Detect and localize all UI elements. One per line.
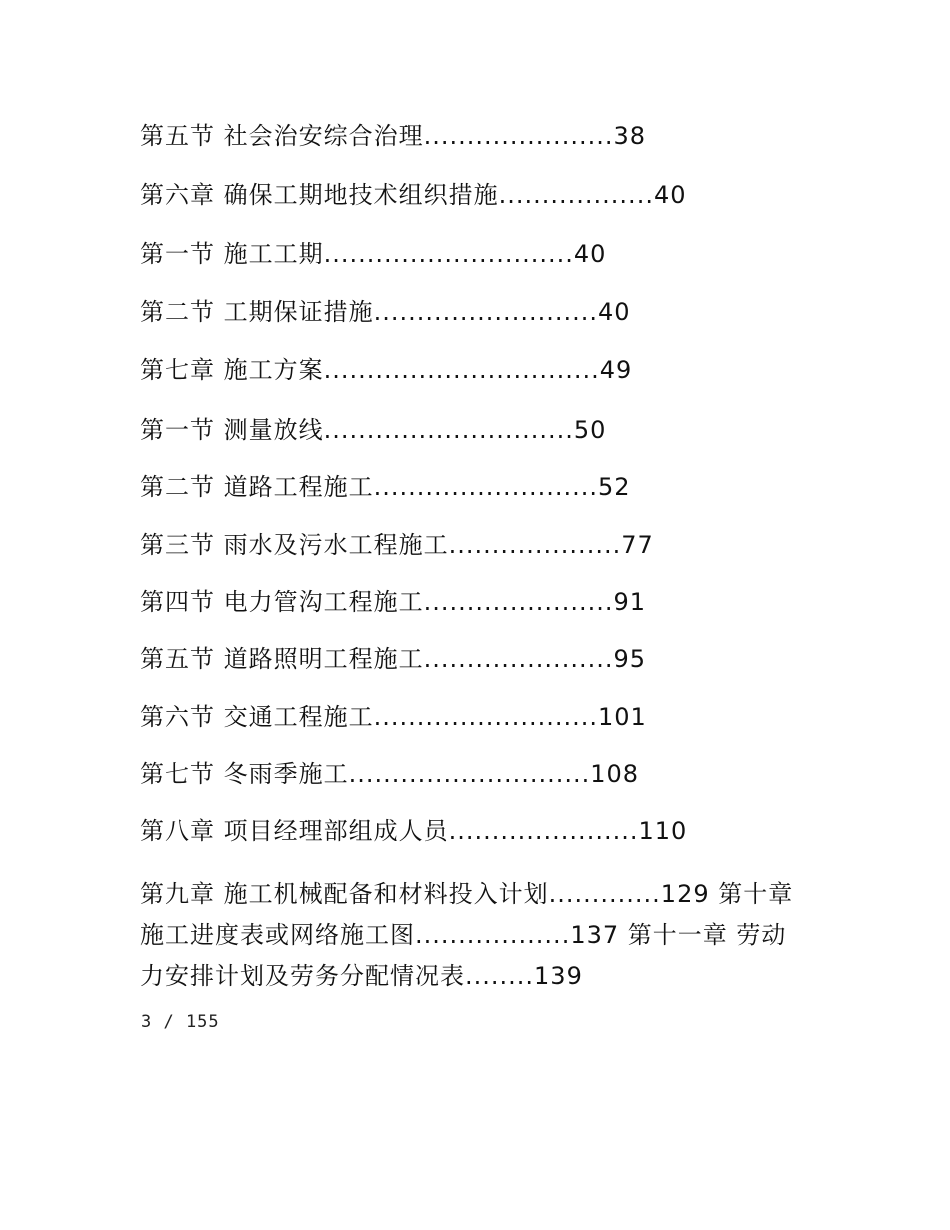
toc-entry[interactable]: 第七节 冬雨季施工............................108 xyxy=(140,760,640,788)
toc-entry[interactable]: 第五节 社会治安综合治理......................38 xyxy=(140,122,647,150)
toc-entry[interactable]: 第一节 测量放线.............................50 xyxy=(140,416,607,444)
toc-entry[interactable]: 第六章 确保工期地技术组织措施..................40 xyxy=(140,181,687,209)
toc-entry[interactable]: 第五节 道路照明工程施工......................95 xyxy=(140,645,647,673)
toc-entry[interactable]: 第十章 施工进度表或网络施工图..................137 xyxy=(140,880,794,949)
toc-entry[interactable]: 第七章 施工方案................................49 xyxy=(140,356,633,384)
toc-entry[interactable]: 第九章 施工机械配备和材料投入计划.............129 xyxy=(140,880,710,908)
toc-entry[interactable]: 第二节 工期保证措施..........................40 xyxy=(140,298,631,326)
toc-entry[interactable]: 第八章 项目经理部组成人员......................110 xyxy=(140,817,688,845)
toc-entry[interactable]: 第三节 雨水及污水工程施工....................77 xyxy=(140,531,654,559)
toc-entry[interactable]: 第四节 电力管沟工程施工......................91 xyxy=(140,588,647,616)
toc-entry[interactable]: 第六节 交通工程施工..........................101 xyxy=(140,703,647,731)
toc-entry[interactable]: 第十一章 劳动力安排计划及劳务分配情况表........139 xyxy=(140,921,787,990)
toc-entry[interactable]: 第一节 施工工期.............................40 xyxy=(140,240,607,268)
toc-wrapped-paragraph xyxy=(140,874,805,997)
toc-entry[interactable]: 第二节 道路工程施工..........................52 xyxy=(140,473,631,501)
page-number: 3 / 155 xyxy=(141,1012,220,1032)
